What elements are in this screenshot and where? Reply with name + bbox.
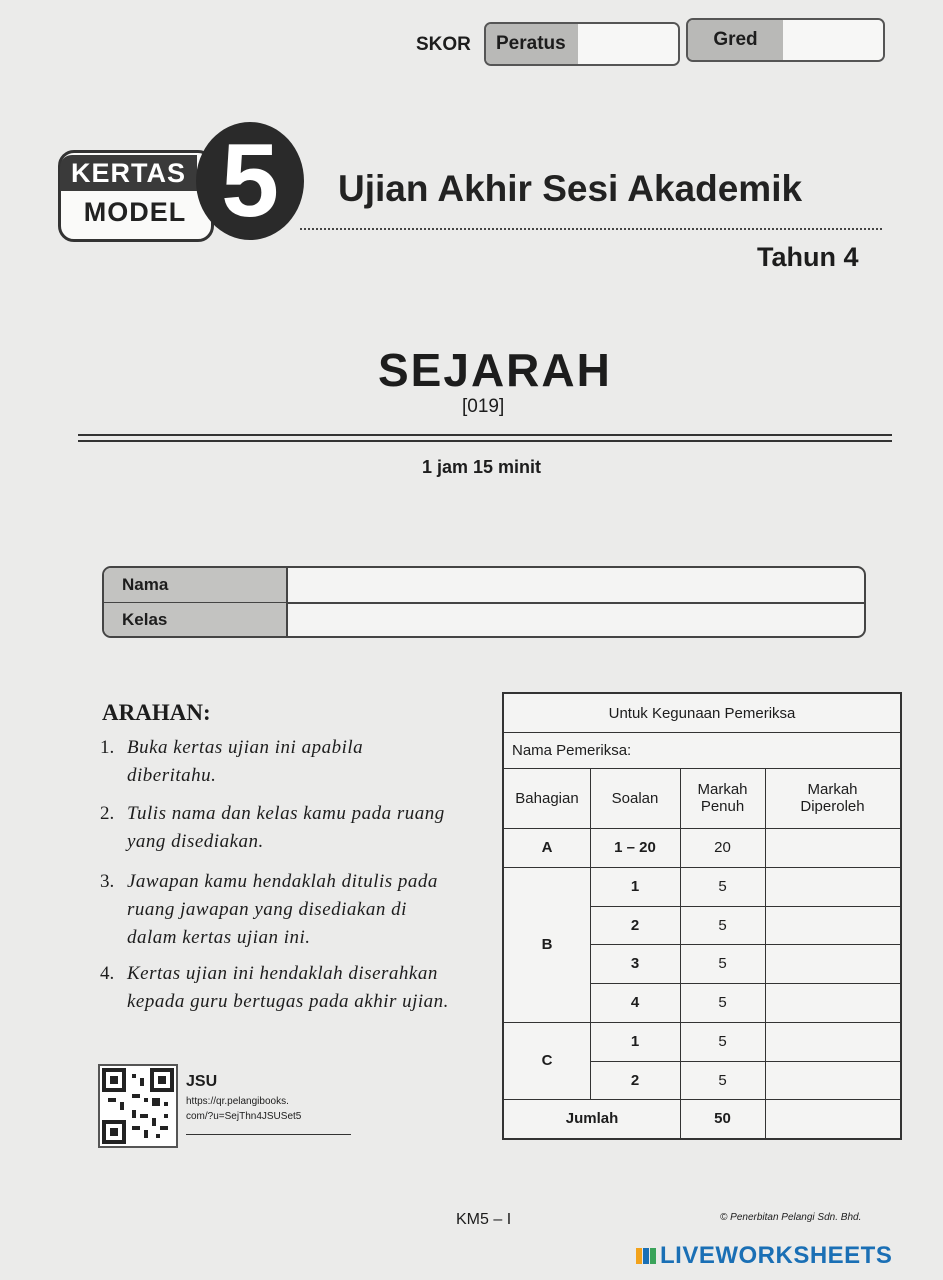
header-question: Soalan	[611, 789, 659, 807]
qr-underline	[186, 1134, 351, 1135]
total-value: 50	[714, 1110, 731, 1127]
student-info-box	[102, 566, 866, 638]
score-label: SKOR	[416, 34, 471, 55]
question-cell: 1 – 20	[614, 839, 656, 856]
full-marks-cell: 5	[718, 916, 727, 934]
name-row	[104, 568, 864, 604]
subject-title: SEJARAH	[378, 344, 612, 396]
qr-title: JSU	[186, 1073, 218, 1090]
instruction-item	[100, 960, 450, 1016]
year-label: Tahun 4	[757, 242, 859, 272]
paper-number: 5	[196, 122, 304, 240]
qr-url-line1[interactable]: https://qr.pelangibooks.	[186, 1096, 289, 1107]
instruction-number: 3.	[100, 871, 115, 892]
class-field[interactable]	[288, 603, 864, 637]
section-b: B	[541, 936, 553, 953]
instruction-number: 1.	[100, 737, 115, 758]
section-a: A	[541, 839, 553, 856]
percent-label: Peratus	[486, 24, 578, 64]
examiner-table	[502, 692, 902, 1140]
title-divider	[300, 228, 882, 230]
name-label: Nama	[104, 568, 288, 602]
full-marks-cell: 5	[718, 878, 727, 895]
question-cell: 1	[630, 1033, 640, 1050]
full-marks-cell: 5	[718, 994, 727, 1011]
double-rule-bottom	[78, 440, 892, 442]
instruction-item	[100, 800, 450, 856]
percent-input[interactable]	[578, 24, 678, 64]
question-cell: 4	[630, 994, 640, 1011]
question-cell: 3	[630, 955, 640, 972]
header-marks-obtained: Markah Diperoleh	[800, 781, 865, 815]
badge-line1: KERTAS	[60, 155, 197, 191]
examiner-table-title: Untuk Kegunaan Pemeriksa	[608, 704, 796, 722]
instruction-item	[100, 734, 450, 790]
instructions-title: ARAHAN:	[102, 700, 211, 725]
instruction-text: Jawapan kamu hendaklah ditulis pada ruang jawapan yang disediakan di dalam kertas ujian ini.	[127, 871, 438, 948]
badge-line2: MODEL	[83, 196, 187, 227]
header-section: Bahagian	[515, 789, 579, 807]
page-code: KM5 – I	[456, 1211, 512, 1228]
grade-label: Gred	[688, 20, 783, 60]
name-field[interactable]	[288, 568, 864, 602]
subject-code: [019]	[462, 396, 505, 417]
watermark-text: LIVEWORKSHEETS	[660, 1242, 893, 1269]
full-marks-cell: 20	[714, 839, 731, 856]
class-label: Kelas	[104, 603, 288, 637]
instruction-number: 4.	[100, 963, 115, 984]
instruction-text: Tulis nama dan kelas kamu pada ruang yang disediakan.	[127, 803, 445, 852]
question-cell: 2	[630, 916, 640, 934]
grade-input[interactable]	[783, 20, 883, 60]
full-marks-cell: 5	[718, 1071, 727, 1089]
full-marks-cell: 5	[718, 955, 727, 972]
qr-code-icon[interactable]	[98, 1064, 178, 1148]
instruction-item	[100, 868, 450, 952]
class-row	[104, 603, 864, 637]
question-cell: 1	[630, 878, 640, 895]
examiner-name-label: Nama Pemeriksa:	[512, 741, 632, 759]
instruction-text: Buka kertas ujian ini apabila diberitahu.	[127, 737, 364, 786]
double-rule-top	[78, 434, 892, 436]
percent-score-box	[484, 22, 680, 66]
liveworksheets-logo-icon	[636, 1246, 658, 1266]
instruction-text: Kertas ujian ini hendaklah diserahkan kepada guru bertugas pada akhir ujian.	[127, 963, 449, 1012]
question-cell: 2	[630, 1071, 640, 1089]
section-c: C	[541, 1052, 553, 1069]
qr-url-line2[interactable]: com/?u=SejThn4JSUSet5	[186, 1111, 302, 1122]
exam-title: Ujian Akhir Sesi Akademik	[338, 168, 803, 209]
full-marks-cell: 5	[718, 1033, 727, 1050]
total-label: Jumlah	[565, 1110, 619, 1127]
grade-score-box	[686, 18, 885, 62]
instruction-number: 2.	[100, 803, 115, 824]
header-full-marks: Markah Penuh	[697, 781, 748, 815]
copyright: © Penerbitan Pelangi Sdn. Bhd.	[720, 1212, 862, 1223]
exam-duration: 1 jam 15 minit	[422, 457, 542, 477]
